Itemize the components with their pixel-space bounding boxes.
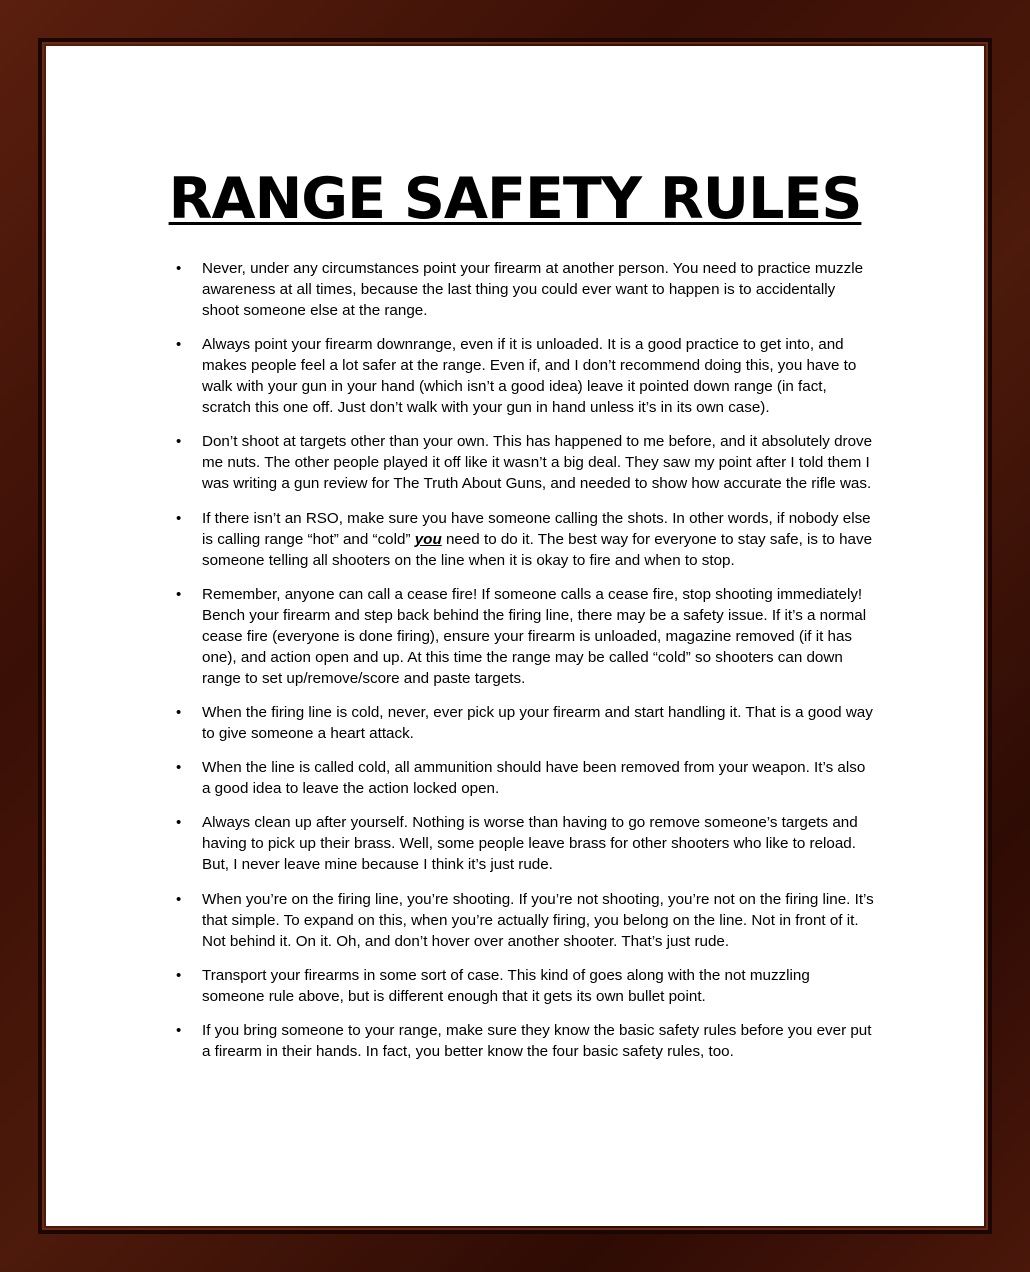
rule-text: If you bring someone to your range, make sure they know the basic safety rules before you ever put a firearm in their hands. In fact, you better know the four basic safety rules, too. xyxy=(202,1021,872,1060)
rule-text: Transport your firearms in some sort of case. This kind of goes along with the not muzzling someone rule above, but is different enough that it gets its own bullet point. xyxy=(202,966,810,1005)
list-item xyxy=(176,812,876,875)
list-item xyxy=(176,334,876,418)
bullet-icon: • xyxy=(176,336,182,354)
rule-text: Always clean up after yourself. Nothing is worse than having to go remove someone’s targets and having to pick up their brass. Well, some people leave brass for other shooters who like to reload. But, I never leave mine because I think it’s just rude. xyxy=(202,814,858,874)
rule-text-before: If there isn’t an RSO, make sure you have someone calling the shots. In other words, if nobody else is calling range “hot” and “cold” xyxy=(202,509,871,548)
list-item xyxy=(176,702,876,744)
rule-text: Remember, anyone can call a cease fire! If someone calls a cease fire, stop shooting immediately! Bench your firearm and step back behind the firing line, there may be a safety issue. If it’s a normal cease fire (everyone is done firing), ensure your firearm is unloaded, magazine removed (if it has one), and action open and up. At this time the range may be called “cold” so shooters can down range to set up/remove/score and paste targets. xyxy=(202,585,867,687)
rule-emphasis: you xyxy=(414,530,442,548)
list-item xyxy=(176,508,876,571)
list-item xyxy=(176,258,876,321)
rule-text xyxy=(202,510,872,569)
rule-text: Don’t shoot at targets other than your own. This has happened to me before, and it absolutely drove me nuts. The other people played it off like it wasn’t a big deal. They saw my point after I told them I was writing a gun review for The Truth About Guns, and needed to show how accurate the rifle was. xyxy=(202,433,873,493)
rule-text: Always point your firearm downrange, even if it is unloaded. It is a good practice to get into, and makes people feel a lot safer at the range. Even if, and I don’t recommend doing this, you have to walk with your gun in your hand (which isn’t a good idea) leave it pointed down range (in fact, scratch this one off. Just don’t walk with your gun in hand unless it’s in its own case). xyxy=(202,336,857,417)
rule-text: When the line is called cold, all ammunition should have been removed from your weapon. It’s also a good idea to leave the action locked open. xyxy=(202,759,866,798)
bullet-icon: • xyxy=(176,814,182,832)
list-item xyxy=(176,889,876,952)
list-item xyxy=(176,1020,876,1062)
document-page xyxy=(46,46,984,1226)
bullet-icon: • xyxy=(176,509,182,527)
bullet-icon: • xyxy=(176,703,182,721)
list-item xyxy=(176,757,876,799)
rule-text: Never, under any circumstances point your firearm at another person. You need to practice muzzle awareness at all times, because the last thing you could ever want to happen is to accidentally shoot someone else at the range. xyxy=(202,260,864,319)
bullet-icon: • xyxy=(176,759,182,777)
rules-list xyxy=(176,258,876,1075)
list-item xyxy=(176,584,876,689)
bullet-icon: • xyxy=(176,1021,182,1039)
bullet-icon: • xyxy=(176,585,182,603)
list-item xyxy=(176,431,876,494)
bullet-icon: • xyxy=(176,433,182,451)
rule-text: When you’re on the firing line, you’re shooting. If you’re not shooting, you’re not on the firing line. It’s that simple. To expand on this, when you’re actually firing, you belong on the line. Not in front of it. Not behind it. On it. Oh, and don’t hover over another shooter. That’s just rude. xyxy=(202,890,874,950)
rule-text: When the firing line is cold, never, ever pick up your firearm and start handling it. That is a good way to give someone a heart attack. xyxy=(202,703,873,742)
bullet-icon: • xyxy=(176,966,182,984)
page-title: RANGE SAFETY RULES xyxy=(168,166,862,232)
list-item xyxy=(176,965,876,1007)
bullet-icon: • xyxy=(176,260,182,277)
rule-text-after: need to do it. The best way for everyone to stay safe, is to have someone telling all shooters on the line when it is okay to fire and when to stop. xyxy=(202,530,873,569)
bullet-icon: • xyxy=(176,890,182,908)
